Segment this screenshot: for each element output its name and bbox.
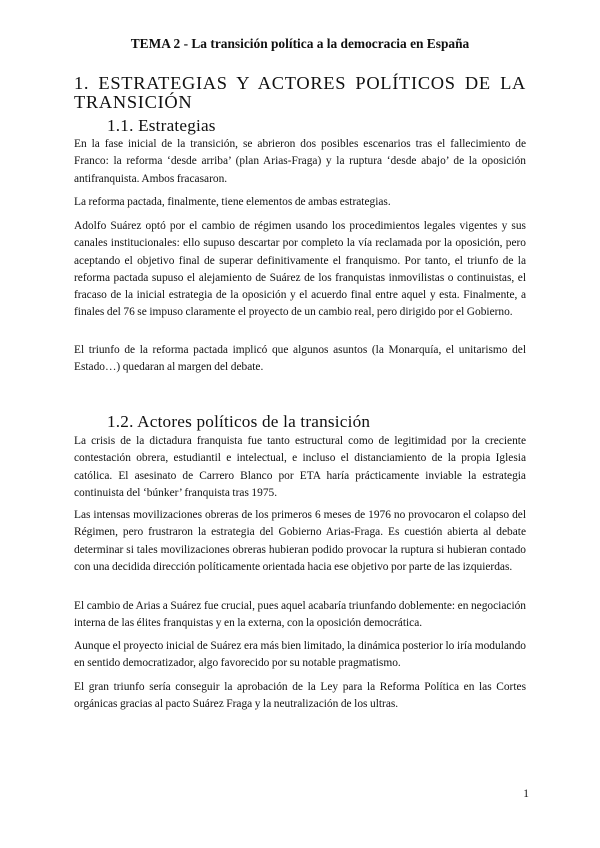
section-heading-strategies-actors: 1. ESTRATEGIAS Y ACTORES POLÍTICOS DE LA TRANSICIÓN: [74, 73, 526, 112]
paragraph: La crisis de la dictadura franquista fue tanto estructural como de legitimidad por la creciente contestación obrera, estudiantil e intelectual, e incluso el distanciamiento de la propia Iglesia católica. El asesinato de Carrero Blanco por ETA haría prácticamente inviable la estrategia continuista del ‘búnker’ franquista tras 1975.: [74, 435, 526, 499]
paragraph: El triunfo de la reforma pactada implicó que algunos asuntos (la Monarquía, el unitarismo del Estado…) quedaran al margen del debate.: [74, 344, 526, 374]
paragraph: La reforma pactada, finalmente, tiene elementos de ambas estrategias.: [74, 196, 391, 208]
paragraph: En la fase inicial de la transición, se abrieron dos posibles escenarios tras el fallecimiento de Franco: la reforma ‘desde arriba’ (plan Arias-Fraga) y la ruptura ‘desde abajo’ de la oposición antifranquista. Ambos fracasaron.: [74, 138, 526, 185]
paragraph: El cambio de Arias a Suárez fue crucial, pues aquel acabaría triunfando doblemente: en negociación interna de las élites franquistas y en la externa, con la oposición democrática.: [74, 600, 526, 630]
subsection-heading-political-actors: 1.2. Actores políticos de la transición: [107, 412, 371, 431]
paragraph: El gran triunfo sería conseguir la aprobación de la Ley para la Reforma Política en las Cortes orgánicas gracias al pacto Suárez Fraga y la neutralización de los ultras.: [74, 681, 526, 711]
paragraph: Aunque el proyecto inicial de Suárez era más bien limitado, la dinámica posterior lo iría modulando en sentido democratizador, algo favorecido por su notable pragmatismo.: [74, 640, 526, 670]
paragraph: Adolfo Suárez optó por el cambio de régimen usando los procedimientos legales vigentes y sus canales institucionales: ello supuso descartar por completo la vía reclamada por la oposición, pero aceptando el objetivo final de superar definitivamente el franquismo. Por tanto, el triunfo de la reforma pactada supuso el alejamiento de Suárez de los franquistas inmovilistas o continuistas, el fracaso de la inicial estrategia de la oposición y el acuerdo final entre aquel y esta. Finalmente, a finales del 76 se impuso claramente el proyecto de un cambio real, pero dirigido por el Gobierno.: [74, 220, 526, 319]
subsection-heading-strategies: 1.1. Estrategias: [107, 116, 216, 135]
page-number: 1: [523, 788, 529, 800]
paragraph: Las intensas movilizaciones obreras de los primeros 6 meses de 1976 no provocaron el colapso del Régimen, pero frustraron la estrategia del Gobierno Arias-Fraga. Es cuestión abierta al debate determinar si tales movilizaciones obreras hubieran podido provocar la ruptura si hubieran contado con una decidida dirección políticamente orientada hacia ese objetivo por parte de las izquierdas.: [74, 509, 526, 573]
document-title: TEMA 2 - La transición política a la democracia en España: [130, 36, 470, 51]
